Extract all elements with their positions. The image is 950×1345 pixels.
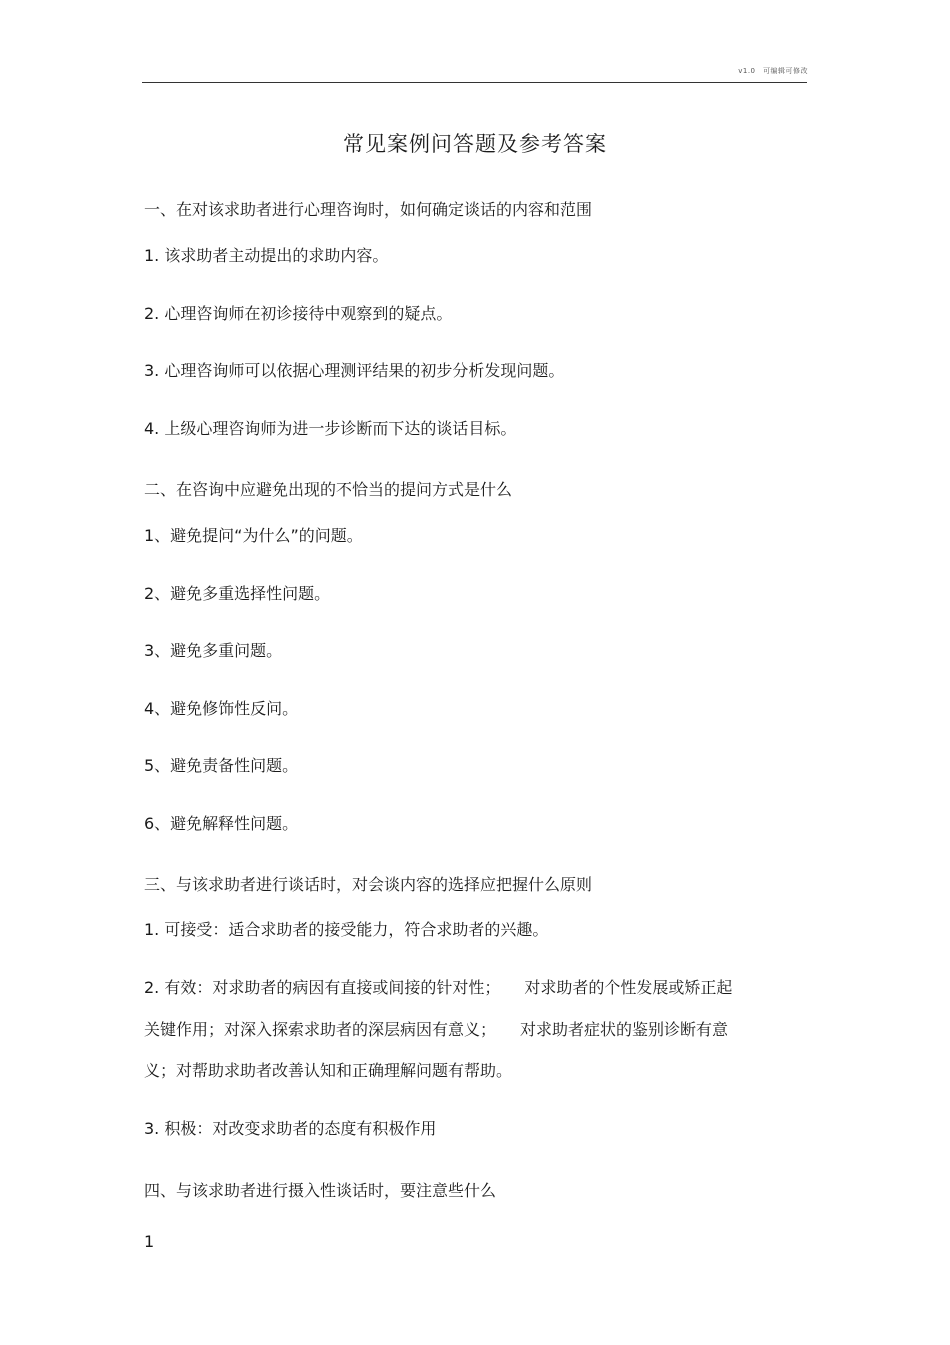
header-meta: v1.0 可编辑可修改	[738, 67, 808, 75]
text-line: 义；对帮助求助者改善认知和正确理解问题有帮助。	[144, 1061, 513, 1080]
text-line: 4、避免修饰性反问。	[144, 699, 299, 718]
text-line: 关键作用；对深入探索求助者的深层病因有意义； 对求助者症状的鉴别诊断有意	[144, 1020, 729, 1039]
text-line: 6、避免解释性问题。	[144, 814, 299, 833]
text-line: 2、避免多重选择性问题。	[144, 584, 331, 603]
text-line: 三、与该求助者进行谈话时，对会谈内容的选择应把握什么原则	[144, 875, 593, 894]
text-line: 3. 积极：对改变求助者的态度有积极作用	[144, 1119, 437, 1138]
text-line: 3、避免多重问题。	[144, 641, 283, 660]
text-line: 2. 心理咨询师在初诊接待中观察到的疑点。	[144, 304, 453, 323]
text-line: 3. 心理咨询师可以依据心理测评结果的初步分析发现问题。	[144, 361, 565, 380]
text-line: 4. 上级心理咨询师为进一步诊断而下达的谈话目标。	[144, 419, 517, 438]
text-line: 二、在咨询中应避免出现的不恰当的提问方式是什么	[144, 480, 513, 499]
text-line: 四、与该求助者进行摄入性谈话时，要注意些什么	[144, 1181, 497, 1200]
document-title: 常见案例问答题及参考答案	[343, 132, 607, 156]
page-number: 1	[144, 1232, 155, 1251]
header-rule	[142, 82, 807, 83]
text-line: 一、在对该求助者进行心理咨询时，如何确定谈话的内容和范围	[144, 200, 593, 219]
text-line: 1、避免提问“为什么”的问题。	[144, 526, 363, 545]
text-line: 1. 可接受：适合求助者的接受能力，符合求助者的兴趣。	[144, 920, 549, 939]
text-line: 1. 该求助者主动提出的求助内容。	[144, 246, 389, 265]
text-line: 5、避免责备性问题。	[144, 756, 299, 775]
text-line: 2. 有效：对求助者的病因有直接或间接的针对性； 对求助者的个性发展或矫正起	[144, 978, 733, 997]
